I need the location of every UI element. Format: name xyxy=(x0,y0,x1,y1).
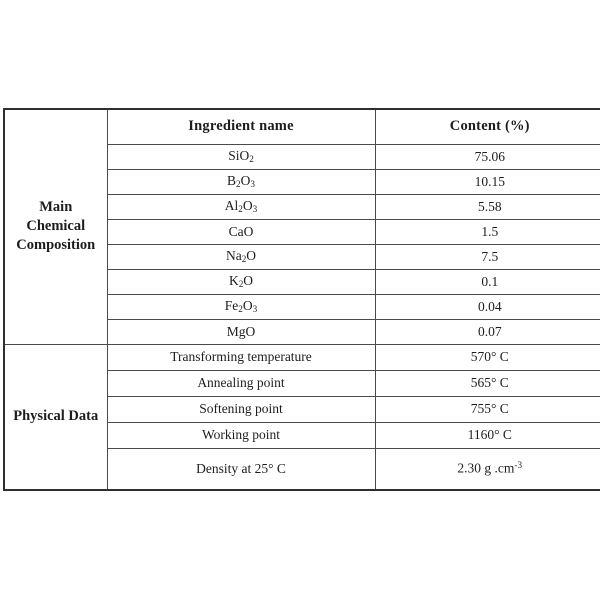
header-row xyxy=(4,109,600,144)
label-line-2: Chemical xyxy=(26,218,86,235)
label-line-3: Composition xyxy=(16,237,96,254)
property-cell: Annealing point xyxy=(107,370,375,396)
physical-data-label: Physical Data xyxy=(4,344,107,490)
content-header: Content (%) xyxy=(375,109,600,144)
ingredient-cell: $Al_2O_3$ xyxy=(107,194,375,219)
table-row xyxy=(4,344,600,370)
content-cell: 0.1 xyxy=(375,269,600,294)
property-cell: Transforming temperature xyxy=(107,344,375,370)
content-cell: 0.04 xyxy=(375,294,600,319)
ingredient-name-header: Ingredient name xyxy=(107,109,375,144)
content-cell: 5.58 xyxy=(375,194,600,219)
main-chemical-composition-label xyxy=(4,109,107,344)
property-cell: Density at 25° C xyxy=(107,448,375,490)
content-cell: 75.06 xyxy=(375,144,600,169)
label-line-1: Main xyxy=(39,199,73,216)
content-cell: 1.5 xyxy=(375,219,600,244)
value-cell: 570° C xyxy=(375,344,600,370)
value-cell: 1160° C xyxy=(375,422,600,448)
value-cell: 2.30 g $.cm^{-3}$ xyxy=(375,448,600,490)
ingredient-cell: $B_2O_3$ xyxy=(107,169,375,194)
ingredient-cell: CaO xyxy=(107,219,375,244)
property-cell: Working point xyxy=(107,422,375,448)
value-cell: 565° C xyxy=(375,370,600,396)
content-cell: 7.5 xyxy=(375,244,600,269)
ingredient-cell: $Na_2O$ xyxy=(107,244,375,269)
content-cell: 0.07 xyxy=(375,319,600,344)
glass-spec-table xyxy=(3,108,600,491)
value-cell: 755° C xyxy=(375,396,600,422)
ingredient-cell: SiO$_2$ xyxy=(107,144,375,169)
ingredient-cell: $K_2O$ xyxy=(107,269,375,294)
ingredient-cell: $Fe_2O_3$ xyxy=(107,294,375,319)
content-cell: 10.15 xyxy=(375,169,600,194)
ingredient-cell: MgO xyxy=(107,319,375,344)
property-cell: Softening point xyxy=(107,396,375,422)
